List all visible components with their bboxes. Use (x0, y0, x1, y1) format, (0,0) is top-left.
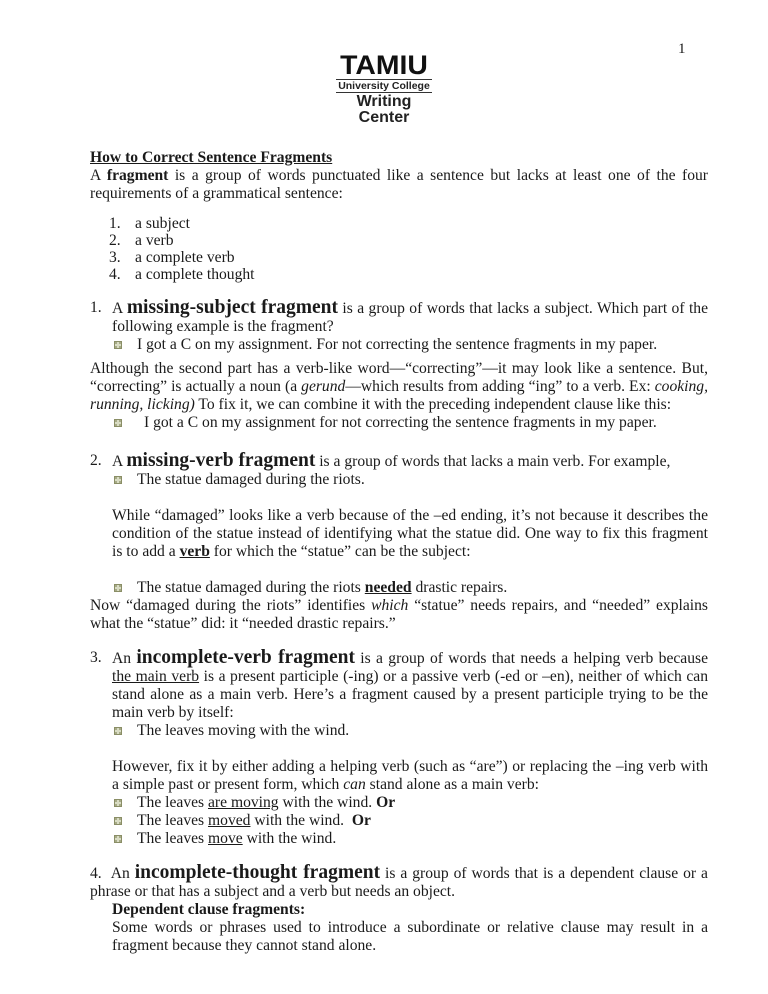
section-underlined: the main verb (112, 668, 200, 685)
section-lead: An (112, 650, 137, 667)
para-text: —which results from adding “ing” to a verb. Ex: (345, 378, 655, 395)
damaged-paragraph (112, 507, 708, 561)
section-incomplete-verb (90, 649, 708, 722)
fix-text: with the wind. (250, 812, 352, 829)
para-text: While “damaged” looks like a verb because of the –ed ending, it’s not because it describes the condition of the statue instead of identifying what the statue did. One way to fix this fragment is to add a (112, 507, 708, 560)
para-gerund: gerund (301, 378, 346, 395)
para-which: which (371, 597, 409, 614)
item-number: 2. (109, 232, 121, 249)
page-title: How to Correct Sentence Fragments (90, 149, 333, 166)
bullet-square-icon (114, 799, 122, 807)
requirement-item (90, 215, 708, 232)
now-paragraph (90, 597, 708, 633)
dependent-clause-paragraph: Some words or phrases used to introduce a subordinate or relative clause may result in a fragment because they cannot stand alone. (112, 919, 708, 954)
item-text: a subject (135, 215, 190, 232)
logo-university-college: University College (336, 79, 432, 93)
fix-bullet (112, 812, 708, 830)
bullet-square-icon (114, 476, 122, 484)
fix-verb: are moving (208, 794, 279, 811)
item-number: 3. (109, 249, 121, 266)
section-missing-verb (90, 452, 708, 471)
however-paragraph (112, 758, 708, 794)
item-text: a complete thought (135, 266, 255, 283)
para-examples: cooking, running, licking) (90, 378, 708, 413)
example-bullet (112, 471, 708, 489)
logo-center: Center (358, 109, 410, 126)
item-number: 1. (109, 215, 121, 232)
fix-text: with the wind. (278, 794, 377, 811)
logo-tamiu: TAMIU (340, 50, 428, 80)
para-verb: verb (179, 543, 210, 560)
fix-text: The leaves (137, 794, 209, 811)
fixed-text: drastic repairs. (411, 579, 508, 596)
section-number: 1. (90, 299, 102, 316)
section4-body (90, 901, 708, 955)
example-bullet (112, 336, 708, 354)
page-number: 1 (678, 41, 686, 57)
bullet-square-icon (114, 584, 122, 592)
para-text: “statue” needs repairs, and “needed” explains what the “statue” did: it “needed drastic repairs.” (90, 597, 708, 632)
spacer (112, 740, 708, 758)
intro-lead: A (90, 167, 107, 184)
para-text: However, fix it by either adding a helping verb (such as “are”) or replacing the –ing verb with a simple past or present form, which (112, 758, 708, 793)
requirement-item (90, 232, 708, 249)
requirements-list (90, 215, 708, 283)
section2-body (90, 471, 708, 597)
section-number: 2. (90, 452, 102, 469)
requirement-item (90, 249, 708, 266)
section-lead: A (112, 300, 127, 317)
fix-text: The leaves (137, 812, 209, 829)
section-number: 3. (90, 649, 102, 666)
fixed-text: The statue damaged during the riots (137, 579, 365, 596)
fix-text: with the wind. (242, 830, 337, 847)
section-number: 4. (90, 865, 102, 882)
example-text: The statue damaged during the riots. (137, 471, 365, 488)
section-text: is a group of words that lacks a subject. Which part of the following example is the fragment? (112, 300, 708, 335)
spacer (112, 561, 708, 579)
section-text: is a group of words that is a dependent clause or a phrase or that has a subject and a verb but needs an object. (90, 865, 708, 900)
item-text: a complete verb (135, 249, 235, 266)
requirement-item (90, 266, 708, 283)
bullet-square-icon (114, 835, 122, 843)
fix-or: Or (376, 794, 396, 811)
fix-bullet (112, 794, 708, 812)
fixed-bullet (112, 579, 708, 597)
example-text: The leaves moving with the wind. (137, 722, 350, 739)
term-missing-subject: missing-subject fragment (126, 297, 338, 318)
term-incomplete-verb: incomplete-verb fragment (136, 647, 355, 668)
bullet-square-icon (114, 817, 122, 825)
dependent-clause-heading: Dependent clause fragments: (112, 901, 306, 918)
bullet-square-icon (114, 419, 122, 427)
para-text: for which the “statue” can be the subject: (209, 543, 471, 560)
section-lead: A (112, 453, 127, 470)
section-text: is a group of words that needs a helping verb because (354, 650, 708, 667)
gerund-paragraph (90, 360, 708, 414)
fix-text: The leaves (137, 830, 209, 847)
term-incomplete-thought: incomplete-thought fragment (134, 862, 381, 883)
fixed-block (90, 414, 708, 432)
bullet-square-icon (114, 341, 122, 349)
example-block (90, 336, 708, 354)
section-text: is a group of words that lacks a main verb. For example, (315, 453, 671, 470)
fix-or: Or (351, 812, 371, 829)
section-lead: An (110, 865, 135, 882)
fixed-verb: needed (364, 579, 412, 596)
example-text: I got a C on my assignment. For not correcting the sentence fragments in my paper. (137, 336, 658, 353)
para-text: To fix it, we can combine it with the preceding independent clause like this: (194, 396, 672, 413)
term-missing-verb: missing-verb fragment (126, 450, 316, 471)
bullet-square-icon (114, 727, 122, 735)
fix-verb: moved (208, 812, 251, 829)
example-bullet (112, 722, 708, 740)
fix-verb: move (208, 830, 243, 847)
section-missing-subject (90, 299, 708, 336)
para-text: stand alone as a main verb: (365, 776, 539, 793)
item-number: 4. (109, 266, 121, 283)
intro-paragraph (90, 167, 708, 203)
tamiu-writing-center-logo (334, 50, 434, 126)
section-incomplete-thought (90, 864, 708, 901)
term-fragment: fragment (106, 167, 169, 184)
para-can: can (343, 776, 366, 793)
spacer (112, 489, 708, 507)
item-text: a verb (135, 232, 174, 249)
section-text: is a present participle (-ing) or a passive verb (-ed or –en), neither of which can stand alone as a main verb. Here’s a fragment caused by a present participle trying to be the main verb by itself: (112, 668, 708, 721)
intro-rest: is a group of words punctuated like a sentence but lacks at least one of the four requirements of a grammatical sentence: (90, 167, 708, 202)
fixed-text: I got a C on my assignment for not correcting the sentence fragments in my paper. (144, 414, 657, 431)
fixed-bullet (112, 414, 708, 432)
document-body (90, 149, 708, 955)
fix-bullet (112, 830, 708, 848)
para-text: Although the second part has a verb-like word—“correcting”—it may look like a sentence. But, “correcting” is actually a noun (a (90, 360, 708, 395)
section3-body (90, 722, 708, 848)
logo-writing: Writing (356, 93, 412, 110)
para-text: Now “damaged during the riots” identifies (90, 597, 372, 614)
